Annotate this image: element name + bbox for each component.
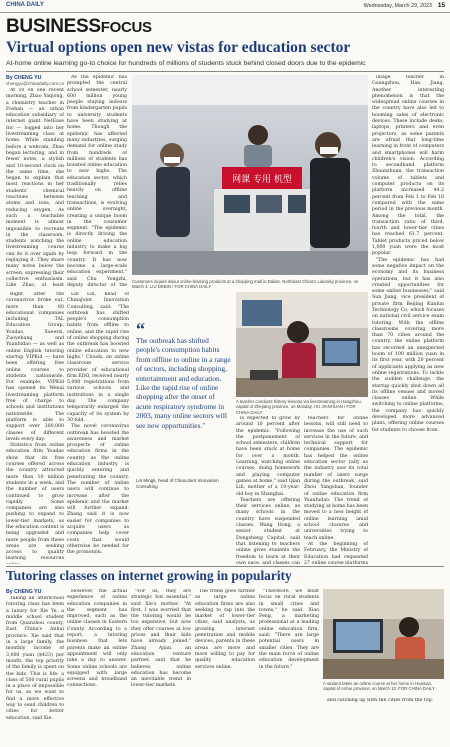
section-label bbox=[6, 16, 152, 38]
story1-headline[interactable]: Virtual options open new vistas for education sector bbox=[6, 39, 351, 56]
story1-column-6 bbox=[304, 416, 368, 564]
photo-credit: FOR CHINA DAILY bbox=[398, 686, 435, 692]
story1-subhead: At-home online learning go-to choice for hundreds of millions of students stuck behind closed doors due to the epidemic bbox=[6, 60, 366, 67]
photo2-caption bbox=[236, 399, 368, 415]
paragraph: "For us, they are strategic but essential," said Xie's mother. "At first, I was worried that the tutoring would be too expensive, but now they offer courses at low prices and their kids have already joined." Zhang Ajian, an education venture partner, said that he believes online education has become an inevitable trend in lower-tier markets. bbox=[131, 589, 191, 689]
story2-column-4 bbox=[195, 589, 255, 746]
paragraph: At 10 on one recent morning, Zhao Yaqiong, a chemistry teacher in Foshan — an urban education subsidiary of internet giant NetEase Inc — logged into her livestreaming class at home. While standing before a webcam, Zhao began lecturing, and in fewer notes, a stylish and 10-second clock on the same time, she began to explain that most reactions in her students' chemical reactions between atoms and ions, and reducing oxygen. As such a teachable moment is almost impossible to recreate in the classroom, students watching the livestreaming course can do it over again by replaying it. They share many notes below the screen, expressing their collective enthusiasm. Like Zhao, at least bbox=[6, 88, 64, 288]
caption-text: A teacher conducts history lessons via livestreaming in Hangzhou, capital of Zhejiang province, on Monday. bbox=[236, 399, 362, 410]
student-scene-image bbox=[323, 589, 444, 679]
svg-text:网课 专用 机型: 网课 专用 机型 bbox=[232, 175, 292, 185]
story2-column-5 bbox=[259, 589, 319, 746]
story2-column-6 bbox=[323, 698, 444, 746]
paragraph: and catching up with the cities from the top. bbox=[327, 698, 434, 703]
photo-student-online bbox=[323, 589, 444, 679]
issue-date: Wednesday, March 29, 2023 bbox=[363, 2, 432, 9]
paragraph: The novel coronavirus outbreak has boosted the awareness and market prospects of online education firms in the country as the online education industry is quickly entering and penetrating the country. The number of online users will continue to increase after the epidemic and the market will further expand. Zhang said it is now easier for companies to acquire users as companies help cover costs that would otherwise be needed for the promotion. bbox=[67, 424, 129, 556]
mall-scene-image bbox=[132, 75, 368, 275]
story2-column-2 bbox=[67, 589, 127, 746]
paragraph: image teacher in Guangzhou, Han Jiang. Another interesting phenomenon is that the widespread online courses in the country have also led to booming sales of electronic devices. These include desks, laptops, printers and even projectors, as some parents are afraid that long-time learning in front of computers and smartphones will harm children's vision. According to secondhand platform Zhuanzhuan, the transaction volume of tablets and computer products on its platform increased 44.2 percent from Feb 1 to Feb 18 compared with the same period in the previous month. Among the total, the transaction ratio of third, fourth and lower-tier cities has reached 61.7 percent. Tablet products priced below 1,000 yuan were the most popular. bbox=[372, 75, 444, 257]
teacher-scene-image bbox=[236, 292, 368, 397]
paragraph: teachers for online lessons, will still need to increase the use of such services in the future, and technical support for companies. The epidemic has helped the online education sector rally as the industry saw its total number of users surge during the outbreak, said Zhou Yangshan, founder of online education firm Yuanfudao. The trend of studying at home has been moved to a new height of online learning amid school closures and universities trying to teach online. bbox=[304, 416, 368, 541]
paragraph: As the epidemic has prompted the central school semester, nearly 600 million young people staying indoors from kindergarten pupils to university students have been studying at home. Though the epidemic has affected many industries, surging demand for online study from hundreds of millions of students has boosted online education to new highs. The education sector, which traditionally relies heavily on offline teaching and transactions, is evolving online overnight, creating a unique boom in the consumer segment. "The epidemic is directly driving the online education industry to make a big leap forward in the country. It has now become a large-scale education experiment," said Chu Yongzhi, deputy director of the bbox=[67, 75, 127, 288]
paragraph: The trend goes further as large online education firms are also seeking to tap into the market of lower-tier cities, said analysts, as growing internet penetration and mobile devices, parents in these areas are more and more willing to pay for quality education services online. bbox=[195, 589, 255, 670]
photo3-caption bbox=[323, 681, 444, 692]
story2-headline[interactable]: Tutoring classes on internet growing in popularity bbox=[6, 568, 292, 583]
paragraph: Teachers are offering their services online, as many schools in the country have suspended classes. Wang Hong, a senior student at Dongsheng Capital, said that listening to teachers online gives students the freedom to learn at their own pace, and classes can bbox=[236, 497, 300, 564]
section-sub: FOCUS bbox=[100, 19, 152, 36]
masthead-logo: CHINA DAILY bbox=[6, 2, 44, 8]
quote-mark-icon: “ bbox=[136, 319, 145, 339]
story2-byline: By CHENG YU bbox=[6, 589, 42, 595]
story1-column-3 bbox=[6, 292, 64, 564]
pull-quote: The outbreak has shifted people's consumption habits from offline to online in a range of sectors, including shopping, entertainment and education. Like the rapid rise of online shopping after the onset of acute respiratory syndrome in 2003, many online sectors will see new opportunities." bbox=[136, 336, 231, 430]
divider bbox=[6, 71, 444, 72]
photo-credit: LIU DEBIN / FOR CHINA DAILY bbox=[149, 284, 212, 290]
paragraph: However, the actual experience of online education companies in the segment has improved, such as the online classes in Eastern County. According to a report, a tutoring business that lets parents make an online appointment will only take a day to answer. Some online schools are equipped with large screens and broadband connections. bbox=[67, 589, 127, 689]
caption-text: A student takes an online course at her home in Huainan, capital of Anhui province, on March 10. bbox=[323, 681, 433, 692]
story1-byline: By CHENG YU bbox=[6, 75, 42, 81]
photo-credit: HU JIANHUAN / FOR CHINA DAILY bbox=[236, 404, 356, 415]
divider bbox=[6, 566, 444, 567]
section-main: BUSINESS bbox=[6, 16, 101, 37]
story1-column-1 bbox=[6, 88, 64, 288]
paragraph: "Therefore, we must focus on rural students in small cities and towns," he said. Xiao Feng, a marketing professional at a leading online education firm, said: "There are large potential users in smaller cities. They are the main force of online education development in the future." bbox=[259, 589, 319, 670]
paragraph: "The epidemic has had some negative impact on the economy and its business operations, but it has also created opportunities for some online businesses," said Sun Jiang, vice president of private firm Beijing Kunlun Technology Co, which focuses on national civil service exam tutoring. With the offline classrooms covering more than 70 cities around the country, the online platform has recorded an unexpected boom of 100 million yuan in its first year, with 20 percent of applicants applying as new online registrations. To tackle the sudden challenge, the startup quickly shut down all its offline venues and moved classes online. While switching to online platforms, the company has quickly developed more advanced plans, offering online courses for students to choose from. bbox=[372, 257, 444, 433]
photo-livestream-teacher bbox=[236, 292, 368, 397]
paragraph: Lin Lin, head of ChinaJoint Innovation Consulting, said: "The outbreak has shifted people's consumption habits from offline to online, and the rapid rise of online shopping during the outbreak has boosted online education to new highs." Clouds, an online classroom service provider of educational firm EDO, received nearly 5,000 registrations from various schools and institutions in a single day. The company temporarily enlarged the capacity of its system by 30 fold. bbox=[67, 292, 129, 423]
story1-column-4 bbox=[67, 292, 129, 564]
masthead-bar bbox=[0, 0, 450, 13]
story1-column-8 bbox=[372, 75, 444, 565]
paragraph: At the beginning of February, the Ministry of Education had requested 27 online course platforms bbox=[304, 541, 368, 564]
story1-column-2 bbox=[67, 75, 127, 288]
page-number: 15 bbox=[437, 1, 445, 9]
caption-text: Customers inquire about online-learning products at a shopping mall in Dalian, Northeast China's Liaoning province, on March 4. bbox=[132, 279, 359, 290]
pull-quote-attribution: Lin Mingli, head of ChinaJoint Innovation Consulting bbox=[136, 478, 219, 489]
photo1-caption bbox=[132, 279, 368, 290]
story2-column-3 bbox=[131, 589, 191, 746]
paragraph: Right after the coronavirus broke out, more than 80 educational companies including TAL Education Group, Youdao, Xueersi, Zuoyebang and Yuanfudao — as well as online English tutoring startup VIPKid — have been offering free online courses to students nationwide. For example, VIPKid has opened its Wenai livestreaming platform free of charge to schools and institutions nationwide. The platform is able to support over 300,000 classes of different levels every day. bbox=[6, 292, 64, 442]
paragraph: Statistics from online education firm Youdao show that its free courses offered across the country attracted more than 10 million students in a week, and the number of users continued to grow rapidly. Some companies are also pushing to expand to lower-tier markets, as the education content is being upgraded and more people from these areas are seeking access to quality learning resources bbox=[6, 443, 64, 562]
paragraph: Taking an afterschool tutoring class has been a luxury for Xie Ye, a middle school student from Quanzhou county, East China's Anhui province. Xie said that in a large family, the monthly income of 3,000 yuan ($423) per month, the top priority of the family is spent on the kids. This is life: a class of 500 rural pupils in a place of impossible for us, as we want to find a more effective way to send children to cities for better education, said Xie. bbox=[6, 596, 64, 721]
story2-column-1 bbox=[6, 596, 64, 746]
paragraph: is expected to grow by around 10 percent after the epidemic. "Following the postponement of school semesters, children have been stuck at home for over a month. Learning, watching online courses, doing homework and playing computer games at home," said Qian Lili, mother of a 10-year-old boy in Shanghai. bbox=[236, 416, 300, 497]
photo-mall-customers bbox=[132, 75, 368, 275]
story1-email[interactable]: chengyu@chinadaily.com.cn bbox=[6, 81, 65, 86]
story1-column-5 bbox=[236, 416, 300, 564]
